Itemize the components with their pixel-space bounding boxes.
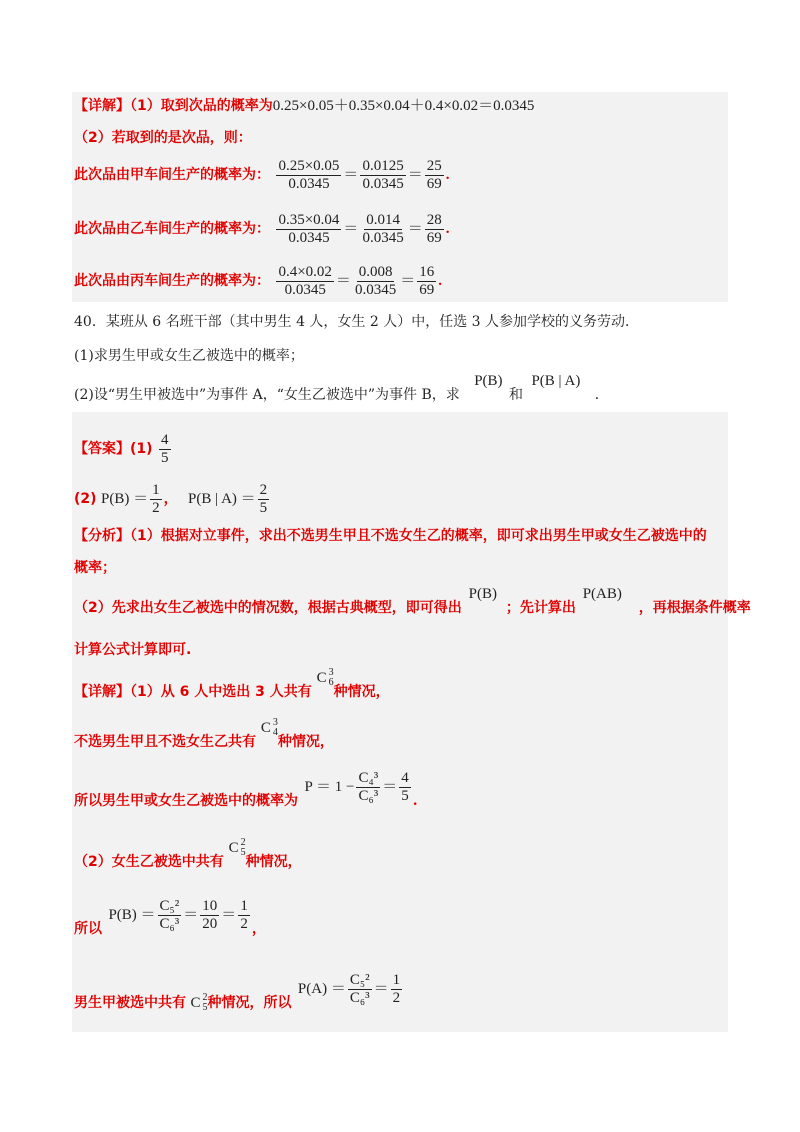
- combination: C 2 5: [190, 991, 208, 1013]
- question-part-2: (2)设“男生甲被选中”为事件 A，“女生乙被选中”为事件 B，求 P(B) 和 P(B | A) ．: [74, 373, 609, 403]
- fraction: $\frac{0.4\times 0.02}{0.0345}$: [278, 264, 332, 298]
- analysis-tag: 【分析】: [74, 528, 130, 544]
- fraction: $\frac{0.25\times 0.05}{0.0345}$: [278, 158, 340, 192]
- fraction: $\frac{4}{5}$: [401, 770, 409, 804]
- analysis-line-3: （2）先求出女生乙被选中的情况数，根据古典概型，即可得出 P(B) ；先计算出 P(AB) ，再根据条件概率: [74, 586, 751, 616]
- bing-line: 此次品由丙车间生产的概率为： $\frac{0.4\times 0.02}{0.0345}$ ＝ $\frac{0.008}{0.0345}$ ＝ $\frac{16}{69}$ .: [74, 264, 442, 298]
- fraction: $\frac{\text{C₅²}}{\text{C₆³}}$: [159, 898, 180, 932]
- detail-line-2: （2）若取到的是次品，则：: [74, 130, 252, 146]
- question-stem: 40．某班从 6 名班干部（其中男生 4 人，女生 2 人）中，任选 3 人参加学校的义务劳动．: [74, 314, 640, 330]
- detail-line-1: 【详解】（1）取到次品的概率为0.25×0.05＋0.35×0.04＋0.4×0.02＝0.0345: [74, 98, 535, 114]
- fraction: $\frac{16}{69}$: [419, 264, 435, 298]
- total-probability-expr: 0.25×0.05＋0.35×0.04＋0.4×0.02＝0.0345: [272, 98, 535, 114]
- fraction: $\frac{1}{2}$: [152, 482, 160, 516]
- fraction: $\frac{\text{C₅²}}{\text{C₆³}}$: [349, 972, 370, 1006]
- analysis-line-4: 计算公式计算即可.: [74, 642, 192, 658]
- yi-line: 此次品由乙车间生产的概率为： $\frac{0.35\times 0.04}{0.0345}$ ＝ $\frac{0.014}{0.0345}$ ＝ $\frac{28}{69}$ .: [74, 212, 450, 246]
- fraction: $\frac{10}{20}$: [202, 898, 218, 932]
- fraction: $\frac{0.014}{0.0345}$: [362, 212, 404, 246]
- detail2-line-4: （2）女生乙被选中共有 C 2 5 种情况，: [74, 837, 302, 870]
- fraction: $\frac{\text{C₄³}}{\text{C₆³}}$: [358, 770, 379, 804]
- detail2-line-6: 男生甲被选中共有 C 2 5 种情况，所以 P(A) ＝ $\frac{\text{C₅²}}{\text{C₆³}}$ ＝ $\frac{1}{2}$: [74, 972, 401, 1013]
- analysis-line-2: 概率；: [74, 560, 116, 576]
- fraction: $\frac{2}{5}$: [259, 482, 268, 516]
- detail-tag: 【详解】: [74, 684, 130, 700]
- answer-tag: 【答案】: [74, 440, 130, 457]
- detail-tag: 【详解】: [74, 98, 130, 114]
- fraction: $\frac{1}{2}$: [240, 898, 248, 932]
- fraction: $\frac{0.0125}{0.0345}$: [362, 158, 404, 192]
- question-part-1: (1)求男生甲或女生乙被选中的概率；: [74, 348, 304, 364]
- detail2-line-2: 不选男生甲且不选女生乙共有 C 3 4 种情况，: [74, 717, 334, 750]
- fraction: $\frac{4}{5}$: [161, 432, 169, 466]
- fraction: $\frac{25}{69}$: [426, 158, 442, 192]
- fraction: $\frac{0.008}{0.0345}$: [354, 264, 397, 298]
- jia-line: 此次品由甲车间生产的概率为： $\frac{0.25\times 0.05}{0.0345}$ ＝ $\frac{0.0125}{0.0345}$ ＝ $\frac{25}{69}$ .: [74, 158, 450, 192]
- fraction: $\frac{0.35\times 0.04}{0.0345}$: [278, 212, 340, 246]
- detail2-line-1: 【详解】（1）从 6 人中选出 3 人共有 C 3 6 种情况，: [74, 667, 390, 700]
- detail2-line-5: 所以 P(B) ＝ $\frac{\text{C₅²}}{\text{C₆³}}$ ＝ $\frac{10}{20}$ ＝ $\frac{1}{2}$ ，: [74, 898, 266, 937]
- combination: C 3 6: [316, 667, 334, 688]
- analysis-line-1: 【分析】（1）根据对立事件，求出不选男生甲且不选女生乙的概率，即可求出男生甲或女生乙被选中的: [74, 528, 707, 544]
- fraction: $\frac{1}{2}$: [392, 972, 401, 1006]
- answer-line-1: 【答案】(1) $\frac{4}{5}$: [74, 432, 169, 466]
- combination: C 2 5: [228, 837, 246, 858]
- combination: C 3 4: [260, 717, 278, 738]
- answer-line-2: (2) P(B) ＝ $\frac{1}{2}$ ， P(B | A) ＝ $\frac{2}{5}$: [74, 482, 268, 516]
- fraction: $\frac{28}{69}$: [426, 212, 442, 246]
- detail2-line-3: 所以男生甲或女生乙被选中的概率为 P ＝ 1 − $\frac{\text{C₄³}}{\text{C₆³}}$ ＝ $\frac{4}{5}$ .: [74, 770, 418, 809]
